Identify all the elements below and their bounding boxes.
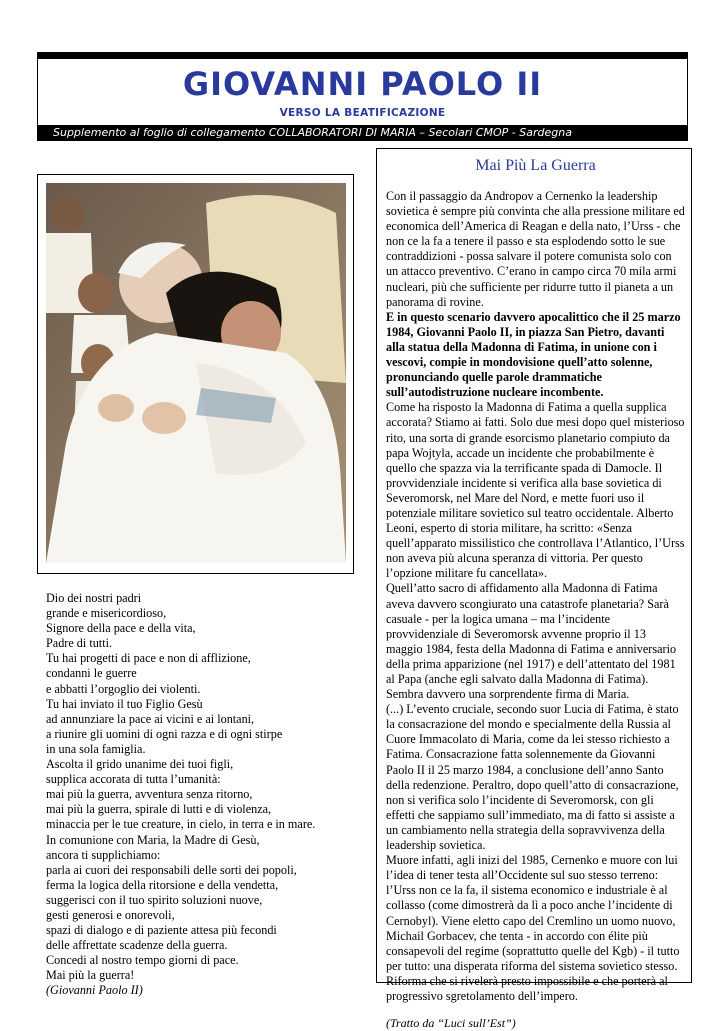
prayer-line: delle affrettate scadenze della guerra. [46,938,228,953]
prayer-line: parla ai cuori dei responsabili delle sorti dei popoli, [46,862,297,877]
article-paragraph: Muore infatti, agli inizi del 1985, Cernenko e muore con lui l’idea di tener testa all’Occidente sul suo stesso terreno: l’Urss non ce la fa, il sistema economico e industriale è al collasso (come dimostrerà da lì a poco anche l’incidente di Cernobyl). Viene eletto capo del Cremlino un uomo nuovo, Michail Gorbacev, che tenta - in accordo con élite più consapevoli del regime (soprattutto quelle del Kgb) - il tutto per tutto: una disperata riforma del sistema sovietico stesso. Riforma che si rivelerà presto impossibile e che porterà al progressivo sgretolamento dell’impero. [386,853,680,1003]
prayer-line: ad annunziare la pace ai vicini e ai lontani, [46,711,255,726]
page-title: GIOVANNI PAOLO II [182,65,543,103]
prayer-line: ferma la logica della ritorsione e della vendetta, [46,877,279,892]
prayer-line: a riunire gli uomini di ogni razza e di ogni stirpe [46,726,283,741]
prayer-line: Padre di tutti. [46,636,113,651]
prayer-line: Mai più la guerra! [46,968,135,983]
prayer-line: Concedi al nostro tempo giorni di pace. [46,953,239,968]
article-column [376,148,692,1031]
prayer-line: In comunione con Maria, la Madre di Gesù, [46,832,260,847]
article-paragraph: (...) L’evento cruciale, secondo suor Lucia di Fatima, è stato la consacrazione del mondo e specialmente della Russia al Cuore Immacolato di Maria, come da lei stesso richiesto a Fatima. Consacrazione fatta solennemente da Giovanni Paolo II il 25 marzo 1984, a conclusione dell’anno Santo della redenzione. Peraltro, dopo quell’atto di consacrazione, non si verifica solo l’incidente di Severomorsk, con gli effetti che sappiamo sull’immediato, ma di fatto si assiste a un cambiamento nella strategia della sopravvivenza della leadership sovietica. [386,702,679,853]
prayer-line: Ascolta il grido unanime dei tuoi figli, [46,757,234,772]
prayer-line: spazi di dialogo e di paziente attesa più fecondi [46,923,277,938]
prayer-line: condanni le guerre [46,666,137,681]
prayer-text [46,591,346,999]
prayer-line: mai più la guerra, avventura senza ritorno, [46,787,253,802]
prayer-line: suggerisci con il tuo spirito soluzioni nuove, [46,892,263,907]
article-source: (Tratto da “Luci sull’Est”) [386,1016,516,1031]
pope-embrace-photo [46,183,346,563]
prayer-line: gesti generosi e onorevoli, [46,907,175,922]
photo-frame [37,174,354,574]
article-title: Mai Più La Guerra [475,157,596,174]
prayer-line: Signore della pace e della vita, [46,621,196,636]
article-paragraph-bold: E in questo scenario davvero apocalittico che il 25 marzo 1984, Giovanni Paolo II, in piazza San Pietro, davanti alla statua della Madonna di Fatima, in unione con i vescovi, compie in mondovisione quell’atto solenne, pronunciando quelle parole drammatiche sull’autodistruzione nucleare incombente. [386,309,681,400]
prayer-line: e abbatti l’orgoglio dei violenti. [46,681,201,696]
header [37,59,688,128]
article-paragraph: Quell’atto sacro di affidamento alla Madonna di Fatima aveva davvero scongiurato una catastrofe planetaria? Sarà casuale - per la logica umana – ma l’incidente provvidenziale di Severomorsk avvenne proprio il 13 maggio 1984, festa della Madonna di Fatima e anniversario della prima apparizione (nel 1917) e dell’attentato del 1981 al Papa (anche egli salvato dalla Madonna di Fatima). Sembra davvero una sorprendente firma di Maria. [386,581,677,702]
prayer-line: in una sola famiglia. [46,741,146,756]
prayer-line: Tu hai progetti di pace e non di afflizione, [46,651,251,666]
page-subtitle: VERSO LA BEATIFICAZIONE [279,107,446,119]
prayer-line: grande e misericordioso, [46,606,167,621]
prayer-line: Dio dei nostri padri [46,591,142,605]
supplement-banner: Supplemento al foglio di collegamento COLLABORATORI DI MARIA – Secolari CMOP - Sardegna [37,125,688,141]
article-body [386,189,685,1004]
prayer-line: supplica accorata di tutta l’umanità: [46,772,221,787]
prayer-line: mai più la guerra, spirale di lutti e di violenza, [46,802,272,817]
article-paragraph: Con il passaggio da Andropov a Cernenko la leadership sovietica è sempre più convinta che alla pressione militare ed economica dell’America di Reagan e della nato, l’Urss - che non ce la fa a tenere il passo e sta esplodendo sotto le sue contraddizioni - possa salvare il potere comunista solo con un attacco preventivo. C’erano in campo circa 70 mila armi nucleari, più che sufficiente per ridurre tutto il pianeta a un panorama di rovine. [386,189,685,309]
header-top-rule [37,52,688,59]
prayer-line: Tu hai inviato il tuo Figlio Gesù [46,696,203,711]
article-paragraph: Come ha risposto la Madonna di Fatima a quella supplica accorata? Stiamo ai fatti. Solo due mesi dopo quel misterioso rito, una sorta di grande esorcismo planetario compiuto da papa Wojtyla, accade un incidente che probabilmente è quello che spazza via la terrificante spada di Damocle. Il provvidenziale incidente si verifica alla base sovietica di Severomorsk, nel Mare del Nord, e mette fuori uso il potenziale militare sovietico sul teatro occidentale. Alberto Leoni, esperto di storia militare, ha scritto: «Senza quell’apparato missilistico che controllava l’Atlantico, l’Urss non aveva più alcuna speranza di vittoria. Per questo l’opzione militare fu cancellata». [386,400,685,581]
prayer-line: minaccia per le tue creature, in cielo, in terra e in mare. [46,817,316,832]
prayer-attribution: (Giovanni Paolo II) [46,983,143,998]
prayer-line: ancora ti supplichiamo: [46,847,161,862]
